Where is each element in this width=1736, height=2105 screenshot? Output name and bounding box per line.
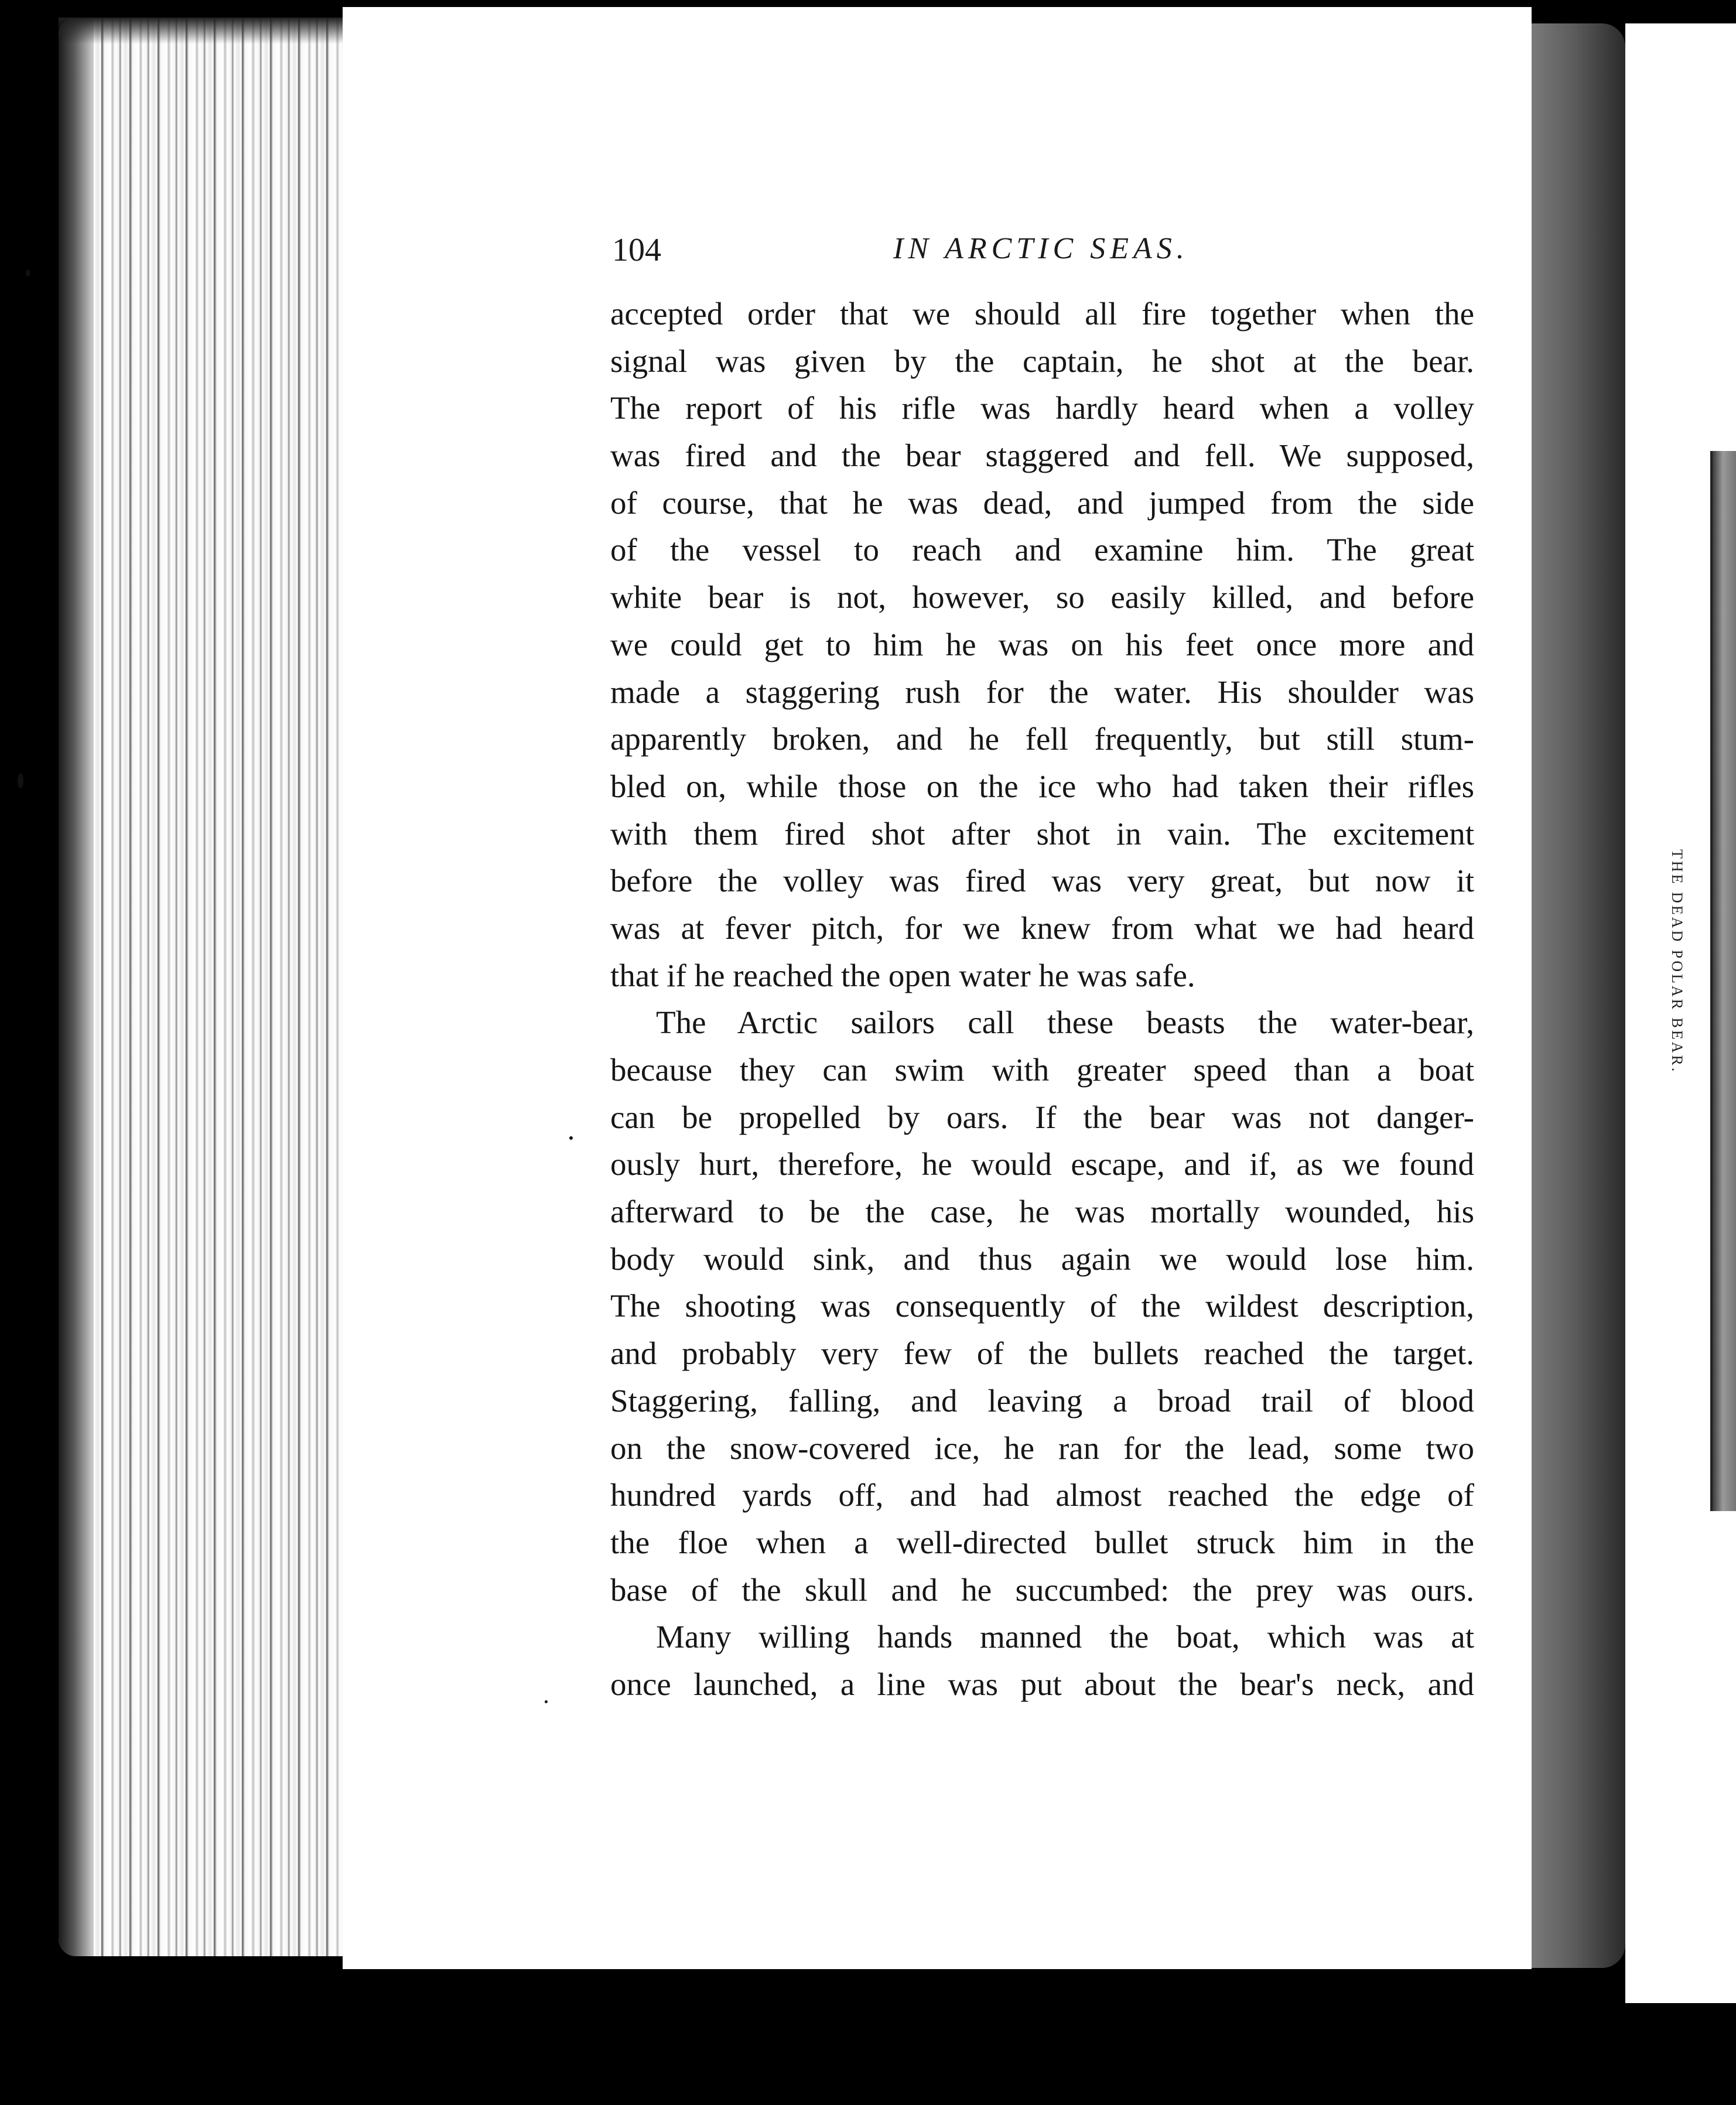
speck — [545, 1700, 548, 1703]
text-line: bled on, while those on the ice who had taken their rifles — [610, 768, 1474, 804]
text-line: hundred yards off, and had almost reached the edge of — [610, 1477, 1474, 1513]
text-line: once launched, a line was put about the bear's neck, and — [610, 1666, 1474, 1702]
text-line: The report of his rifle was hardly heard when a volley — [610, 390, 1474, 426]
text-line: base of the skull and he succumbed: the prey was ours. — [610, 1571, 1474, 1608]
text-line: afterward to be the case, he was mortally wounded, his — [610, 1194, 1474, 1230]
text-line: Staggering, falling, and leaving a broad trail of blood — [610, 1382, 1474, 1419]
text-line: ously hurt, therefore, he would escape, and if, as we found — [610, 1146, 1474, 1183]
text-line: body would sink, and thus again we would lose him. — [610, 1241, 1474, 1277]
text-line: of the vessel to reach and examine him. The great — [610, 532, 1474, 568]
text-line: made a staggering rush for the water. His shoulder was — [610, 674, 1474, 710]
page-edges — [59, 18, 346, 1956]
text-line: before the volley was fired was very great, but now it — [610, 863, 1474, 899]
speck — [18, 773, 23, 788]
plate-caption: THE DEAD POLAR BEAR. — [1669, 849, 1686, 1074]
text-line: we could get to him he was on his feet once more and — [610, 626, 1474, 662]
text-line: apparently broken, and he fell frequently, but still stum- — [610, 721, 1474, 757]
text-line: on the snow-covered ice, he ran for the lead, some two — [610, 1430, 1474, 1466]
text-line: with them fired shot after shot in vain. The excitement — [610, 815, 1474, 852]
text-line: that if he reached the open water he was safe. — [610, 957, 1195, 993]
text-line: accepted order that we should all fire together when the — [610, 296, 1474, 332]
text-line: signal was given by the captain, he shot at the bear. — [610, 343, 1474, 379]
text-line: was at fever pitch, for we knew from what we had heard — [610, 910, 1474, 946]
body-text — [610, 291, 1474, 1708]
running-head — [612, 231, 1473, 272]
text-line: The shooting was consequently of the wildest description, — [610, 1288, 1474, 1324]
text-line: white bear is not, however, so easily killed, and before — [610, 579, 1474, 616]
text-line: the floe when a well-directed bullet struck him in the — [610, 1524, 1474, 1560]
paragraph-first-line: The Arctic sailors call these beasts the water-bear, — [656, 1004, 1474, 1041]
text-line: can be propelled by oars. If the bear was not danger- — [610, 1099, 1474, 1135]
paragraph-first-line: Many willing hands manned the boat, which was at — [656, 1619, 1474, 1655]
text-line: because they can swim with greater speed than a boat — [610, 1052, 1474, 1088]
plate-edge — [1710, 451, 1736, 1511]
speck — [26, 269, 30, 276]
text-line: was fired and the bear staggered and fell. We supposed, — [610, 438, 1474, 474]
page-number: 104 — [612, 232, 661, 268]
running-title: IN ARCTIC SEAS. — [893, 232, 1189, 265]
text-line: of course, that he was dead, and jumped from the side — [610, 484, 1474, 521]
gutter-shadow — [1532, 23, 1625, 1968]
speck — [569, 1136, 573, 1140]
text-line: and probably very few of the bullets reached the target. — [610, 1335, 1474, 1372]
